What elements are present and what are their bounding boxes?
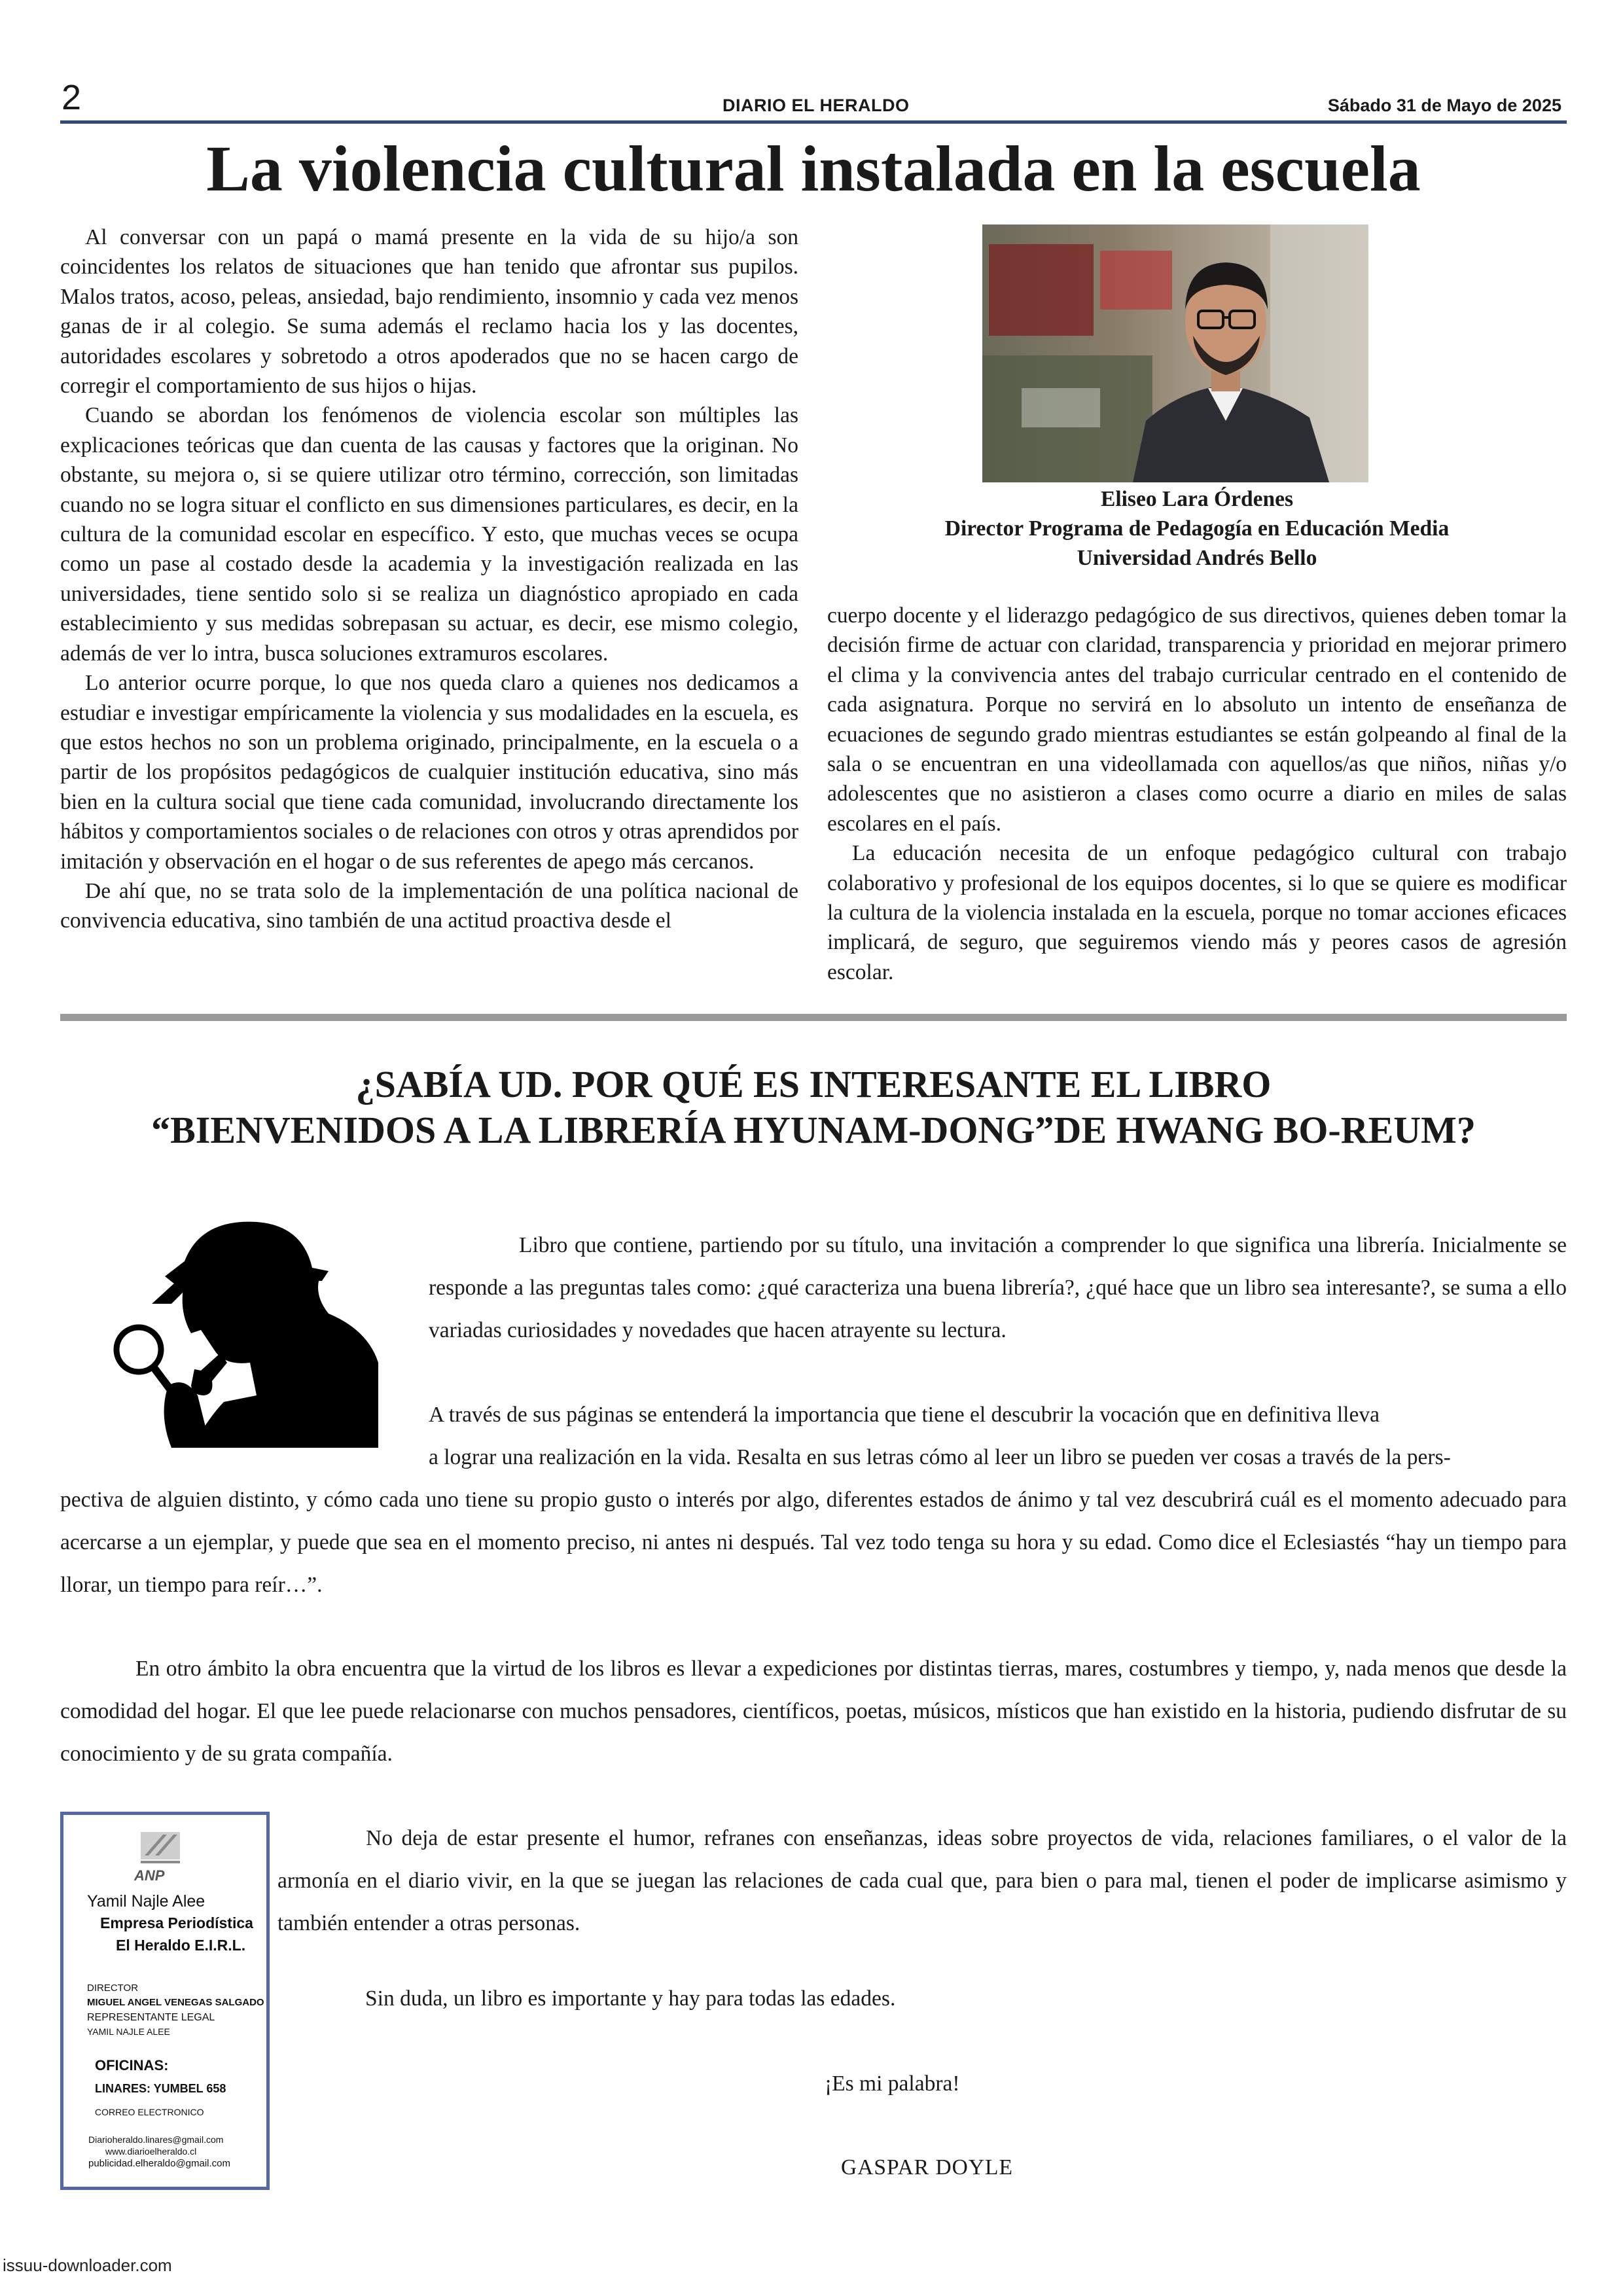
feature-title-line2: “BIENVENIDOS A LA LIBRERÍA HYUNAM-DONG”DE HWANG BO-REUM? xyxy=(151,1109,1476,1151)
header-rule xyxy=(60,120,1567,124)
caption-role: Director Programa de Pedagogía en Educación Media xyxy=(944,516,1450,541)
masthead-website: www.diarioelheraldo.cl xyxy=(105,2146,197,2157)
masthead-offices-label: OFICINAS: xyxy=(95,2057,169,2073)
feature-paragraph-4: No deja de estar presente el humor, refranes con enseñanzas, ideas sobre proyectos de vida, relaciones familiares, o el valor de la armonía en el diario vivir, en la que se juegan las relaciones de cada cual que, para bien o para mal, tienen el poder de implicarse asimismo y también entender a otras personas. xyxy=(277,1826,1567,1935)
article-right-column xyxy=(827,601,1567,987)
section-divider xyxy=(60,1014,1567,1021)
anp-logo-icon xyxy=(137,1829,184,1869)
feature-closing: ¡Es mi palabra! xyxy=(825,2072,960,2096)
feature-title-line1: ¿SABÍA UD. POR QUÉ ES INTERESANTE EL LIBRO xyxy=(355,1063,1272,1105)
feature-paragraph-2-line2: a lograr una realización en la vida. Resalta en sus letras cómo al leer un libro se pueden ver cosas a través de la pers- xyxy=(429,1445,1451,1469)
feature-title xyxy=(60,1062,1567,1153)
masthead-legal-name: YAMIL NAJLE ALEE xyxy=(87,2026,170,2037)
anp-logo-text: ANP xyxy=(134,1867,165,1884)
masthead-offices-address: LINARES: YUMBEL 658 xyxy=(95,2082,226,2095)
feature-paragraph-3: En otro ámbito la obra encuentra que la virtud de los libros es llevar a expediciones por distintas tierras, mares, costumbres y tiempo, y, nada menos que desde la comodidad del hogar. El que lee puede relacionarse con muchos pensadores, científicos, poetas, músicos, místicos que han existido en la historia, pudiendo disfrutar de su conocimiento y de su grata compañía. xyxy=(60,1657,1567,1766)
caption-name: Eliseo Lara Órdenes xyxy=(1100,487,1294,511)
masthead-email-1: Diarioheraldo.linares@gmail.com xyxy=(88,2134,224,2145)
caption-institution: Universidad Andrés Bello xyxy=(1077,546,1317,570)
feature-paragraph-2-line1: A través de sus páginas se entenderá la importancia que tiene el descubrir la vocación que en definitiva lleva xyxy=(429,1403,1380,1427)
article-paragraph: De ahí que, no se trata solo de la implementación de una política nacional de convivencia educativa, sino también de una actitud proactiva desde el xyxy=(60,878,798,933)
masthead-director-name: MIGUEL ANGEL VENEGAS SALGADO xyxy=(87,1997,264,2008)
issue-date: Sábado 31 de Mayo de 2025 xyxy=(1327,96,1561,115)
article-paragraph: La educación necesita de un enfoque pedagógico cultural con trabajo colaborativo y profesional de los equipos docentes, si lo que se quiere es modificar la cultura de la violencia instalada en la escuela, porque no tomar acciones eficaces implicará, de seguro, que seguiremos viendo más y peores casos de agresión escolar. xyxy=(827,841,1567,984)
masthead-box xyxy=(60,1812,270,2190)
feature-paragraph-2-rest: pectiva de alguien distinto, y cómo cada uno tiene su propio gusto o interés por algo, diferentes estados de ánimo y tal vez descubrirá cuál es el momento adecuado para acercarse a un ejemplar, y puede que sea en el momento preciso, ni antes ni después. Tal vez todo tenga su hora y su edad. Como dice el Eclesiastés “hay un tiempo para llorar, un tiempo para reír…”. xyxy=(60,1488,1567,1597)
masthead-email-label: CORREO ELECTRONICO xyxy=(95,2107,204,2117)
article-left-column xyxy=(60,223,798,936)
masthead-email-2: publicidad.elheraldo@gmail.com xyxy=(88,2158,231,2169)
feature-paragraph-2 xyxy=(60,1393,1567,1606)
article-paragraph: Al conversar con un papá o mamá presente en la vida de su hijo/a son coincidentes los relatos de situaciones que han tenido que afrontar sus pupilos. Malos tratos, acoso, peleas, ansiedad, bajo rendimiento, insomnio y cada vez menos ganas de ir al colegio. Se suma además el reclamo hacia los y las docentes, autoridades escolares y sobretodo a otros apoderados que no se hacen cargo de corregir el comportamiento de sus hijos o hijas. xyxy=(60,225,798,399)
masthead-owner: Yamil Najle Alee xyxy=(87,1892,205,1910)
watermark-text: issuu-downloader.com xyxy=(3,2255,172,2275)
photo-caption xyxy=(827,484,1567,573)
article-paragraph: Cuando se abordan los fenómenos de violencia escolar son múltiples las explicaciones teóricas que dan cuenta de las causas y factores que la originan. No obstante, su mejora o, si se quiere utilizar otro término, corrección, son limitadas cuando no se logra situar el conflicto en sus dimensiones particulares, es decir, en la cultura de la comunidad escolar en específico. Y esto, que muchas veces se ocupa como un pase al costado desde la academia y la investigación realizada en las universidades, tiene sentido solo si se realiza un diagnóstico apropiado en cada establecimiento y sus medidas sobrepasan su actuar, es decir, ese mismo colegio, además de ver lo intra, busca soluciones extramuros escolares. xyxy=(60,403,798,666)
masthead-legal-label: REPRESENTANTE LEGAL xyxy=(87,2012,215,2023)
paper-name: DIARIO EL HERALDO xyxy=(722,96,910,115)
masthead-company-line2: El Heraldo E.I.R.L. xyxy=(116,1937,246,1954)
author-photo xyxy=(982,224,1368,482)
masthead-director-label: DIRECTOR xyxy=(87,1982,139,1994)
page-number: 2 xyxy=(62,78,82,117)
masthead-company-line1: Empresa Periodística xyxy=(100,1914,253,1931)
feature-author: GASPAR DOYLE xyxy=(841,2155,1013,2179)
feature-paragraph-5: Sin duda, un libro es importante y hay para todas las edades. xyxy=(365,1986,896,2011)
article-headline: La violencia cultural instalada en la escuela xyxy=(206,132,1421,205)
feature-paragraph-1: Libro que contiene, partiendo por su título, una invitación a comprender lo que significa una librería. Inicialmente se responde a las preguntas tales como: ¿qué caracteriza una buena librería?, ¿qué hace que un libro sea interesante?, se suma a ello variadas curiosidades y novedades que hacen atrayente su lectura. xyxy=(429,1233,1567,1342)
article-paragraph: Lo anterior ocurre porque, lo que nos queda claro a quienes nos dedicamos a estudiar e investigar empíricamente la violencia y sus modalidades en la escuela, es que estos hechos no son un problema originado, principalmente, en la escuela o a partir de los propósitos pedagógicos de cualquier institución educativa, sino más bien en la cultura social que tiene cada comunidad, involucrando directamente los hábitos y comportamientos sociales o de relaciones con otros y otras aprendidos por imitación y observación en el hogar o de sus referentes de apego más cercanos. xyxy=(60,671,798,874)
article-paragraph: cuerpo docente y el liderazgo pedagógico de sus directivos, quienes deben tomar la decisión firme de actuar con claridad, transparencia y prioridad en mejorar primero el clima y la convivencia antes del trabajo curricular centrado en el contenido de cada asignatura. Porque no servirá en lo absoluto un intento de enseñanza de ecuaciones de segundo grado mientras estudiantes se están golpeando al final de la sala o se encuentran en una videollamada con aquellos/as que niños, niñas y/o adolescentes que no asistieron a clases como ocurre a diario en miles de salas escolares en el país. xyxy=(827,603,1567,836)
